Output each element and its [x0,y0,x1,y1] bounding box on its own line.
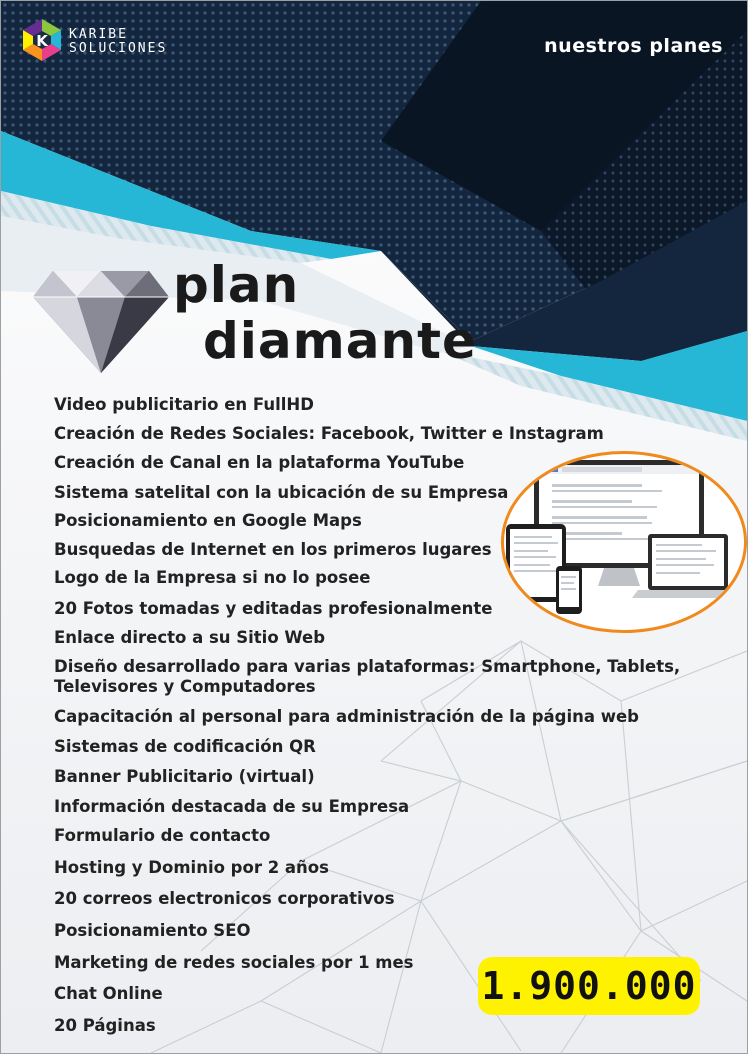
devices-illustration [504,454,744,630]
plan-title [173,256,477,370]
brand-name-line1: KARIBE [69,27,128,42]
feature-item: 20 Fotos tomadas y editadas profesionalmente [54,599,493,618]
feature-item: Busquedas de Internet en los primeros lugares [54,540,492,559]
brand-name-line2: SOLUCIONES [69,41,168,56]
feature-item-continued: Televisores y Computadores [54,677,316,696]
feature-item: Formulario de contacto [54,826,271,845]
feature-item: Capacitación al personal para administración de la página web [54,707,639,726]
brand-logo [19,17,219,65]
k-hexagon-logo-icon [19,17,65,63]
feature-item: Banner Publicitario (virtual) [54,767,315,786]
section-title: nuestros planes [544,35,723,57]
feature-item: Enlace directo a su Sitio Web [54,628,326,647]
feature-item: Posicionamiento en Google Maps [54,511,362,530]
feature-item: 20 Páginas [54,1016,156,1035]
feature-item: Sistemas de codificación QR [54,737,316,756]
feature-item: Sistema satelital con la ubicación de su Empresa [54,483,509,502]
feature-item: Video publicitario en FullHD [54,395,314,414]
feature-item: Información destacada de su Empresa [54,797,410,816]
feature-item: Chat Online [54,984,163,1003]
feature-item: Creación de Canal en la plataforma YouTube [54,453,465,472]
responsive-devices-image [501,451,747,633]
feature-item: Diseño desarrollado para varias plataformas: Smartphone, Tablets, [54,657,681,676]
feature-item: Posicionamiento SEO [54,921,251,940]
feature-item: Hosting y Dominio por 2 años [54,858,329,877]
diamond-icon [31,263,171,375]
feature-item: Logo de la Empresa si no lo posee [54,568,371,587]
price-badge: 1.900.000 [478,957,700,1015]
plan-title-line1: plan [173,256,300,314]
feature-item: 20 correos electronicos corporativos [54,889,395,908]
plan-title-line2: diamante [203,312,477,370]
feature-item: Creación de Redes Sociales: Facebook, Twitter e Instagram [54,424,604,443]
feature-item: Marketing de redes sociales por 1 mes [54,953,414,972]
svg-text:K: K [36,32,48,50]
